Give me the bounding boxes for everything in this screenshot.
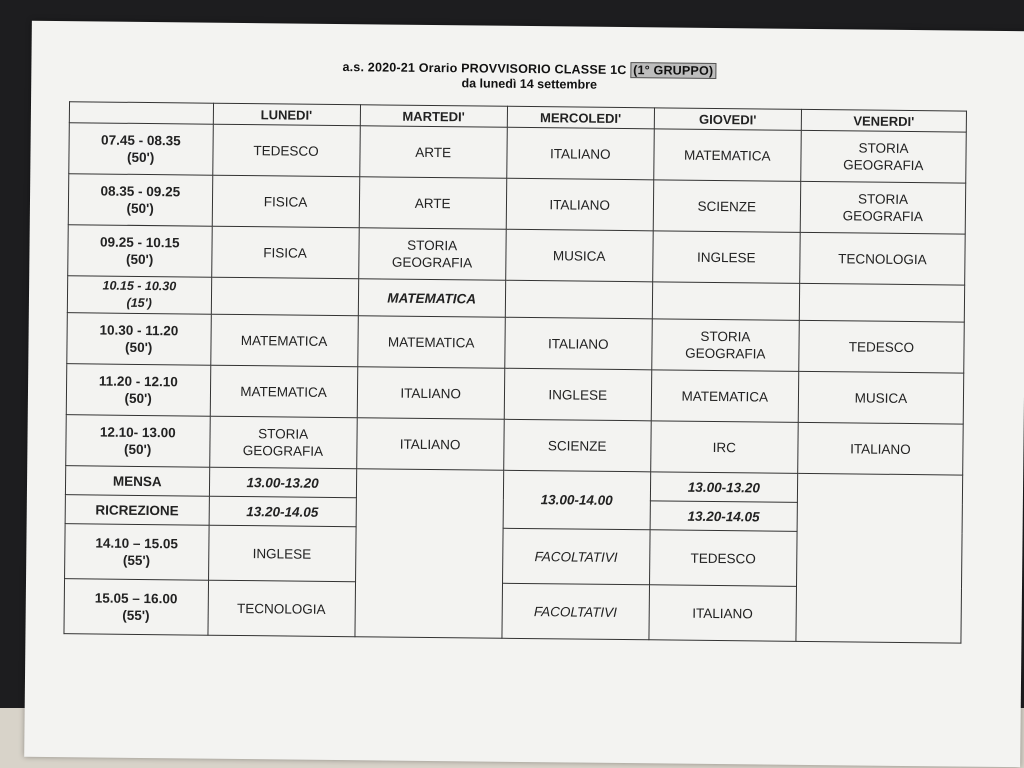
column-header: VENERDI' (801, 109, 966, 132)
column-header (69, 102, 213, 125)
table-row (68, 174, 965, 234)
time-cell: 09.25 - 10.15 (50') (68, 225, 212, 278)
timetable (63, 101, 967, 643)
subject-cell: FISICA (212, 175, 360, 228)
empty-cell-ven (796, 473, 963, 643)
subject-cell: TECNOLOGIA (207, 580, 355, 637)
time-cell: 12.10- 13.00 (50') (66, 415, 210, 468)
subject-cell: IRC (650, 421, 798, 474)
subject-cell: TEDESCO (649, 530, 797, 587)
subject-cell (505, 280, 652, 319)
subject-cell (211, 277, 358, 316)
time-cell: 10.30 - 11.20 (50') (67, 313, 211, 366)
column-header: MARTEDI' (360, 105, 507, 128)
subject-cell: SCIENZE (503, 419, 651, 472)
subject-cell: ITALIANO (506, 178, 654, 231)
table-row (69, 123, 966, 183)
subject-cell: MUSICA (798, 371, 964, 424)
subject-cell: TEDESCO (799, 320, 965, 373)
subject-cell: ITALIANO (649, 585, 797, 642)
time-cell: 07.45 - 08.35 (50') (69, 123, 213, 176)
optional-cell: FACOLTATIVI (502, 583, 650, 640)
subject-cell: MATEMATICA (358, 279, 505, 318)
subject-cell: FISICA (211, 226, 359, 279)
subject-cell: STORIA GEOGRAFIA (801, 130, 967, 183)
subject-cell: INGLESE (208, 525, 356, 582)
table-row (66, 364, 963, 424)
header-group-highlight: (1° GRUPPO) (630, 62, 716, 79)
header-title-text: a.s. 2020-21 Orario PROVVISORIO CLASSE 1C (342, 60, 627, 78)
subject-cell: STORIA GEOGRAFIA (800, 181, 966, 234)
subject-cell: ITALIANO (357, 367, 505, 420)
subject-cell: ITALIANO (506, 127, 654, 180)
ricreazione-time-gio: 13.20-14.05 (650, 501, 797, 532)
document-header (31, 57, 1024, 96)
time-cell: 14.10 – 15.05 (55') (65, 524, 209, 580)
column-header: LUNEDI' (213, 103, 360, 126)
time-cell: 08.35 - 09.25 (50') (68, 174, 212, 227)
table-row (67, 313, 964, 373)
subject-cell: SCIENZE (653, 180, 801, 233)
subject-cell: INGLESE (504, 368, 652, 421)
table-row (68, 225, 965, 285)
subject-cell: ARTE (359, 177, 507, 230)
optional-cell: FACOLTATIVI (502, 528, 650, 585)
ricreazione-time-lun: 13.20-14.05 (209, 496, 356, 527)
subject-cell: MATEMATICA (357, 316, 505, 369)
time-cell: 11.20 - 12.10 (50') (66, 364, 210, 417)
subject-cell: ITALIANO (504, 317, 652, 370)
subject-cell: ITALIANO (798, 422, 964, 475)
subject-cell: STORIA GEOGRAFIA (652, 319, 800, 372)
mensa-label: MENSA (65, 466, 209, 497)
subject-cell: MATEMATICA (210, 365, 358, 418)
subject-cell: ARTE (359, 126, 507, 179)
subject-cell: STORIA GEOGRAFIA (358, 228, 506, 281)
subject-cell (652, 282, 799, 321)
column-header: MERCOLEDI' (507, 106, 654, 129)
subject-cell: MATEMATICA (651, 370, 799, 423)
subject-cell: MUSICA (505, 229, 653, 282)
subject-cell: TECNOLOGIA (800, 232, 966, 285)
mensa-time-gio: 13.00-13.20 (650, 472, 797, 503)
subject-cell: ITALIANO (356, 418, 504, 471)
empty-cell-mar (355, 469, 504, 639)
subject-cell: TEDESCO (212, 124, 360, 177)
subject-cell: MATEMATICA (210, 314, 358, 367)
subject-cell: INGLESE (652, 231, 800, 284)
time-cell: 15.05 – 16.00 (55') (64, 579, 208, 635)
mensa-time-lun: 13.00-13.20 (209, 467, 356, 498)
time-cell: 10.15 - 10.30 (15') (67, 276, 211, 315)
table-row (66, 415, 963, 475)
column-header: GIOVEDI' (654, 108, 801, 131)
subject-cell: MATEMATICA (654, 129, 802, 182)
subject-cell: STORIA GEOGRAFIA (209, 416, 357, 469)
timetable-sheet (24, 21, 1024, 767)
header-start-date: da lunedì 14 settembre (461, 76, 598, 92)
ricreazione-label: RICREZIONE (65, 495, 209, 526)
break-time-mer: 13.00-14.00 (503, 470, 651, 530)
subject-cell (799, 283, 964, 322)
